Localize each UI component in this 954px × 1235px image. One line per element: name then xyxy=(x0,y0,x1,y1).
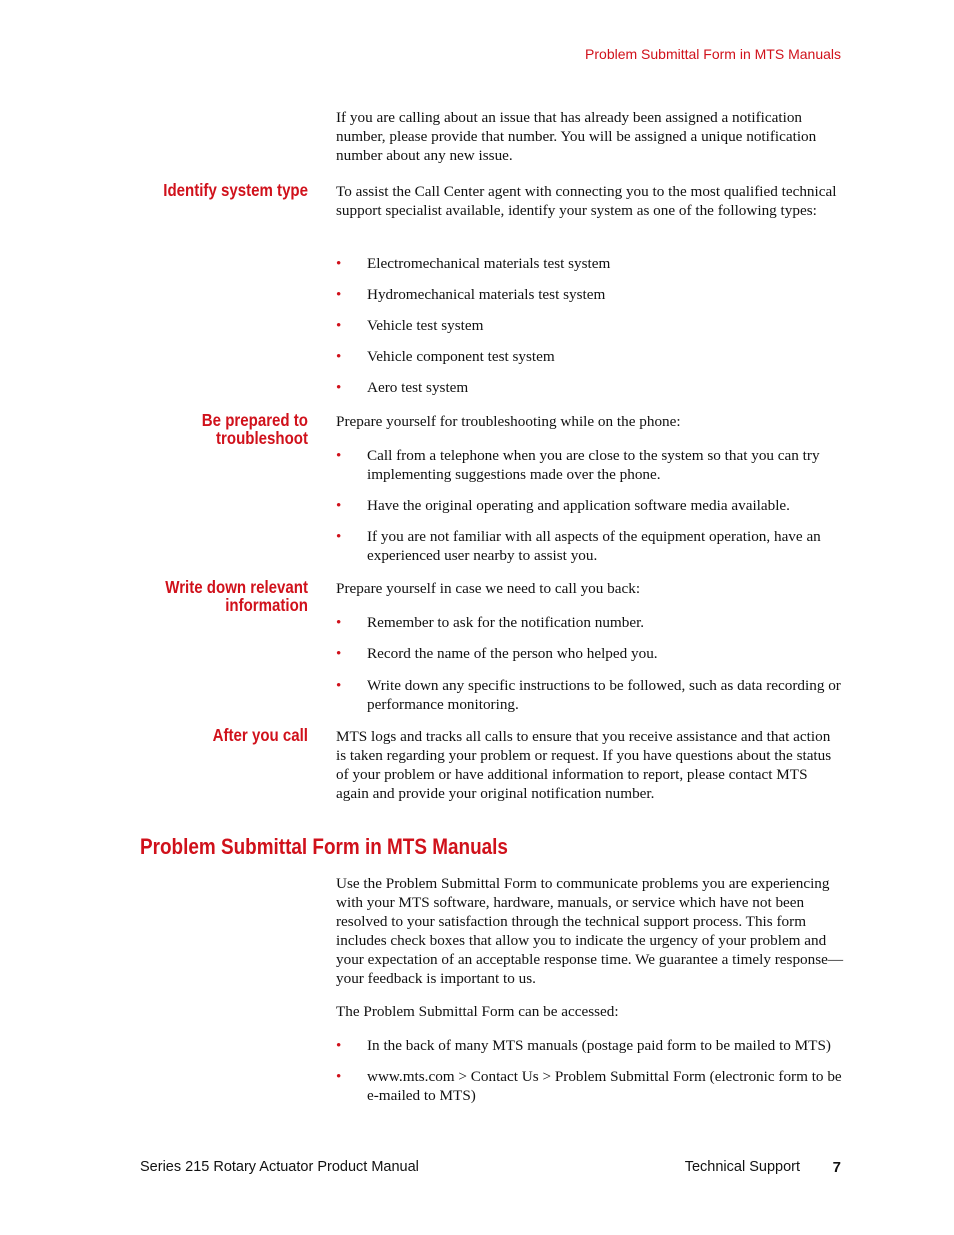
heading-after-you-call: After you call xyxy=(212,725,308,745)
running-header: Problem Submittal Form in MTS Manuals xyxy=(585,46,841,62)
list-item: • Aero test system xyxy=(336,379,469,396)
bullet-icon: • xyxy=(336,677,342,694)
list-item: • Call from a telephone when you are close to the system so that you can try implementing suggestions made over the phone. xyxy=(336,447,820,483)
psf-paragraph-1: Use the Problem Submittal Form to communicate problems you are experiencing with your MTS software, hardware, manuals, or service which have not been resolved to your satisfaction through the technical support process. This form includes check boxes that allow you to indicate the urgency of your problem and your expectation of an acceptable response time. We guarantee a timely response—your feedback is important to us. xyxy=(336,875,844,987)
list-item: • Remember to ask for the notification number. xyxy=(336,614,645,631)
list-item: • www.mts.com > Contact Us > Problem Submittal Form (electronic form to be e-mailed to MTS) xyxy=(336,1068,842,1104)
bullet-icon: • xyxy=(336,1068,342,1085)
bullet-icon: • xyxy=(336,528,342,545)
bullet-icon: • xyxy=(336,614,342,631)
list-item: • Write down any specific instructions to be followed, such as data recording or performance monitoring. xyxy=(336,677,841,713)
list-item: • Vehicle component test system xyxy=(336,348,555,365)
heading-identify-system-type: Identify system type xyxy=(163,180,308,200)
footer-page-number: 7 xyxy=(832,1159,841,1176)
heading-write-down: Write down relevant information xyxy=(165,577,308,615)
bullet-icon: • xyxy=(336,348,342,365)
heading-be-prepared: Be prepared to troubleshoot xyxy=(201,410,308,448)
intro-paragraph: If you are calling about an issue that has already been assigned a notification number, please provide that number. You will be assigned a unique notification number about any new issue. xyxy=(336,109,817,164)
footer-chapter: Technical Support xyxy=(684,1159,800,1175)
list-item: • Have the original operating and application software media available. xyxy=(336,497,790,514)
bullet-icon: • xyxy=(336,379,342,396)
bullet-icon: • xyxy=(336,447,342,464)
psf-paragraph-2: The Problem Submittal Form can be accessed: xyxy=(336,1003,619,1020)
list-item: • Hydromechanical materials test system xyxy=(336,286,606,303)
identify-paragraph: To assist the Call Center agent with connecting you to the most qualified technical support specialist available, identify your system as one of the following types: xyxy=(336,183,837,219)
bullet-icon: • xyxy=(336,255,342,272)
section-title-problem-submittal: Problem Submittal Form in MTS Manuals xyxy=(140,834,508,859)
bullet-icon: • xyxy=(336,1037,342,1054)
bullet-icon: • xyxy=(336,497,342,514)
after-paragraph: MTS logs and tracks all calls to ensure that you receive assistance and that action is taken regarding your problem or request. If you have questions about the status of your problem or have additional information to report, please contact MTS again and provide your original notification number. xyxy=(336,728,832,802)
list-item: • If you are not familiar with all aspects of the equipment operation, have an experienced user nearby to assist you. xyxy=(336,528,821,564)
bullet-icon: • xyxy=(336,286,342,303)
list-item: • In the back of many MTS manuals (postage paid form to be mailed to MTS) xyxy=(336,1037,831,1054)
bullet-icon: • xyxy=(336,317,342,334)
bullet-icon: • xyxy=(336,645,342,662)
prepared-paragraph: Prepare yourself for troubleshooting while on the phone: xyxy=(336,413,681,430)
write-paragraph: Prepare yourself in case we need to call you back: xyxy=(336,580,641,597)
list-item: • Electromechanical materials test system xyxy=(336,255,611,272)
footer-manual-title: Series 215 Rotary Actuator Product Manual xyxy=(140,1159,419,1175)
list-item: • Vehicle test system xyxy=(336,317,484,334)
list-item: • Record the name of the person who helped you. xyxy=(336,645,658,662)
